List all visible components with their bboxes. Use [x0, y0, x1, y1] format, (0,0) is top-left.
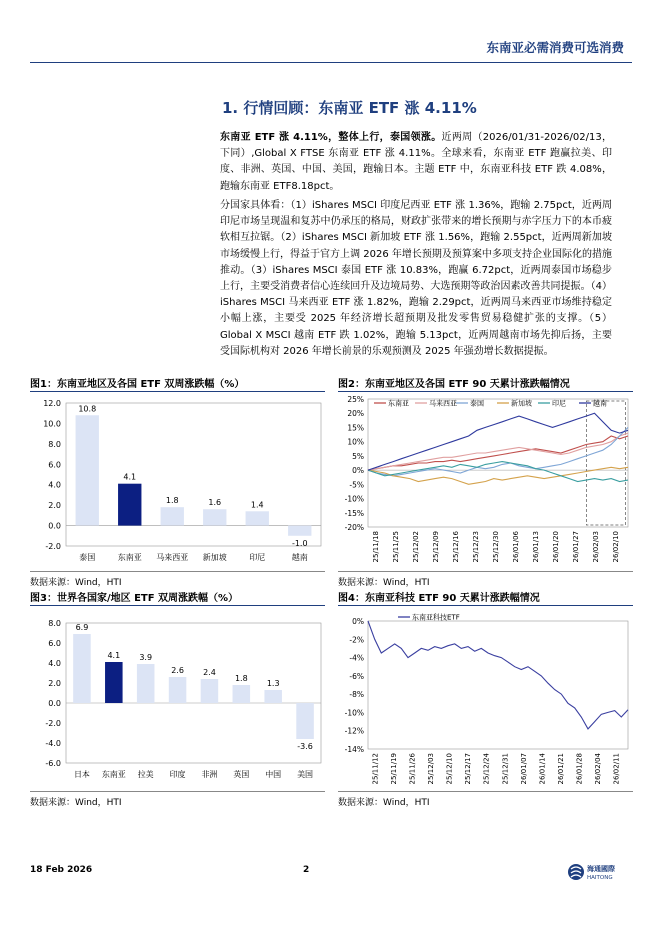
fig2-chart — [338, 395, 633, 570]
plot-frame — [66, 403, 321, 546]
bar — [118, 484, 141, 526]
fig3-title: 图3：世界各国家/地区 ETF 双周涨跌幅（%） — [30, 593, 239, 604]
x-tick-label: 25/11/26 — [408, 753, 417, 785]
header-title: 东南亚必需消费可选消费 — [486, 40, 624, 55]
x-tick-label: 26/01/13 — [532, 531, 540, 563]
fig1-title: 图1：东南亚地区及各国 ETF 双周涨跌幅（%） — [30, 379, 245, 390]
fig3-title-rule — [30, 605, 325, 606]
legend-label: 新加坡 — [511, 399, 532, 408]
plot-frame — [66, 623, 321, 763]
x-tick-label: 26/02/03 — [592, 531, 600, 563]
y-tick-label: 15% — [347, 423, 364, 433]
legend-label: 东南亚 — [388, 399, 409, 408]
x-tick-label: 25/12/16 — [452, 531, 460, 563]
bar-data-label: 2.6 — [171, 666, 184, 675]
x-tick-label: 25/12/31 — [501, 753, 510, 785]
bar — [246, 511, 269, 525]
x-tick-label: 26/02/10 — [612, 531, 620, 563]
y-tick-label: 2.0 — [48, 501, 61, 511]
fig2-title: 图2：东南亚地区及各国 ETF 90 天累计涨跌幅情况 — [338, 379, 570, 390]
x-tick-label: 25/11/19 — [389, 753, 398, 785]
y-tick-label: -6.0 — [45, 759, 61, 768]
bar — [233, 685, 251, 703]
x-tick-label: 25/11/12 — [371, 753, 380, 785]
y-tick-label: -20% — [344, 523, 364, 532]
y-tick-label: -10% — [344, 708, 364, 718]
y-tick-label: 4.0 — [48, 480, 61, 490]
bar — [296, 703, 314, 739]
y-tick-label: -4.0 — [45, 739, 61, 748]
fig4-title: 图4：东南亚科技 ETF 90 天累计涨跌幅情况 — [338, 593, 540, 604]
y-tick-label: 12.0 — [43, 399, 61, 408]
fig4-source: 数据来源：Wind，HTI — [338, 798, 430, 808]
x-tick-label: 25/12/17 — [464, 753, 473, 785]
series-line — [368, 436, 628, 470]
bar-data-label: 1.4 — [250, 500, 264, 510]
haitong-logo — [567, 861, 627, 883]
y-tick-label: -15% — [344, 508, 364, 518]
x-tick-label: 拉美 — [137, 770, 154, 779]
fig3-source: 数据来源：Wind，HTI — [30, 798, 122, 808]
x-tick-label: 26/01/06 — [512, 531, 520, 563]
fig1-chart — [30, 395, 325, 570]
y-tick-label: 0% — [352, 466, 364, 476]
fig2-title-rule — [338, 391, 633, 392]
x-tick-label: 26/01/28 — [575, 753, 584, 785]
bar-data-label: 4.1 — [107, 651, 121, 660]
fig1-title-rule — [30, 391, 325, 392]
y-tick-label: 6.0 — [48, 639, 61, 648]
x-tick-label: 25/12/02 — [412, 531, 420, 563]
bar — [137, 664, 155, 703]
series-line — [368, 427, 628, 475]
y-tick-label: 10% — [347, 437, 364, 447]
bar-data-label: 2.4 — [203, 668, 216, 677]
fig4-chart — [338, 609, 633, 789]
y-tick-label: 10.0 — [43, 419, 61, 429]
bar-data-label: 3.9 — [139, 653, 153, 662]
y-tick-label: 8.0 — [48, 619, 61, 628]
x-tick-label: 东南亚 — [101, 770, 126, 779]
section-title: 1. 行情回顾：东南亚 ETF 涨 4.11% — [222, 99, 477, 117]
fig2-source: 数据来源：Wind，HTI — [338, 578, 430, 588]
x-tick-label: 26/01/21 — [557, 753, 565, 785]
x-tick-label: 26/02/04 — [594, 753, 603, 785]
bar — [288, 526, 311, 536]
x-tick-label: 美国 — [297, 770, 314, 779]
y-tick-label: -12% — [344, 726, 364, 736]
y-tick-label: 4.0 — [48, 659, 61, 668]
y-tick-label: -6% — [349, 671, 364, 681]
y-tick-label: 0.0 — [48, 699, 61, 708]
y-tick-label: -14% — [344, 745, 364, 754]
paragraph-summary-text: 近两周（2026/01/31-2026/02/13，下同）,Global X FTSE 东南亚 ETF 涨 4.11%。全球来看，东南亚 ETF 跑赢拉美、印度、非洲、英国、中国、美国，跑输日本。主题 ETF 中，东南亚科技 ETF 跌 4.08%，跑输东南亚 ETF8.18pct。 — [220, 132, 612, 192]
fig1-source-rule — [30, 571, 325, 572]
fig3-source-rule — [30, 791, 325, 792]
series-line — [368, 413, 628, 470]
x-tick-label: 26/01/27 — [572, 531, 580, 563]
legend-label: 越南 — [593, 399, 607, 408]
x-tick-label: 26/01/07 — [519, 753, 528, 785]
x-tick-label: 马来西亚 — [156, 553, 189, 562]
series-line — [368, 467, 628, 484]
legend-label: 印尼 — [552, 399, 566, 408]
paragraph-country-detail: 分国家具体看：（1）iShares MSCI 印度尼西亚 ETF 涨 1.36%，跑输 2.75pct，近两周印尼市场呈现温和复苏中仍承压的格局，财政扩张带来的增长预期与赤字压力下的本币疲软相互拉锯。（2）iShares MSCI 新加坡 ETF 涨 1.56%，跑输 2.55pct，近两周新加坡市场缓慢上行，得益于官方上调 2026 年增长预期及预算案中多项支持企业国际化的措施推动。（3）iShares MSCI 泰国 ETF 涨 10.83%，跑赢 6.72pct，近两周泰国市场稳步上行，主要受消费者信心连续回升及边境局势、大选预期等政治因素改善共同提振。（4）iShares MSCI 马来西亚 ETF 涨 1.82%，跑输 2.29pct，近两周马来西亚市场维持稳定小幅上涨，主要受 2025 年经济增长超预期及批发零售贸易稳健扩张的支撑。（5）Global X MSCI 越南 ETF 跌 1.02%，跑输 5.13pct，近两周越南市场先抑后扬，主要受国际机构对 2026 年增长前景的乐观预测及 2025 年强劲增长数据提振。 — [220, 200, 612, 357]
y-tick-label: -2.0 — [45, 719, 61, 728]
highlight-box — [586, 401, 625, 525]
fig3-chart — [30, 609, 325, 789]
x-tick-label: 日本 — [73, 770, 90, 779]
x-tick-label: 25/11/25 — [392, 531, 400, 563]
x-tick-label: 越南 — [291, 553, 308, 562]
bar — [161, 507, 184, 525]
footer-date: 18 Feb 2026 — [30, 865, 93, 875]
bar — [264, 690, 282, 703]
series-line — [368, 621, 628, 729]
logo-text: 海通國際 — [587, 865, 615, 873]
x-tick-label: 25/12/10 — [445, 753, 454, 785]
y-tick-label: -5% — [349, 480, 364, 490]
x-tick-label: 26/02/11 — [612, 753, 621, 785]
y-tick-label: -10% — [344, 494, 364, 504]
y-tick-label: 25% — [347, 395, 364, 404]
x-tick-label: 25/12/24 — [482, 753, 491, 785]
bar — [105, 662, 123, 703]
bar-data-label: -1.0 — [291, 538, 308, 548]
x-tick-label: 25/12/03 — [427, 753, 435, 785]
x-tick-label: 25/11/18 — [372, 531, 380, 563]
x-tick-label: 26/01/14 — [538, 753, 547, 785]
x-tick-label: 26/01/20 — [552, 531, 560, 563]
bar-data-label: 1.6 — [208, 498, 222, 508]
bar-data-label: 6.9 — [75, 623, 89, 632]
bar-data-label: 1.8 — [165, 496, 179, 506]
bar — [76, 415, 99, 525]
bar — [73, 634, 91, 703]
y-tick-label: -2% — [349, 635, 364, 645]
y-tick-label: 0% — [352, 617, 364, 626]
paragraph-summary — [220, 130, 612, 195]
x-tick-label: 泰国 — [79, 553, 96, 562]
bar-data-label: 1.8 — [234, 674, 248, 683]
fig4-source-rule — [338, 791, 633, 792]
y-tick-label: 5% — [352, 451, 364, 461]
bar-data-label: 4.1 — [123, 472, 137, 482]
fig2-source-rule — [338, 571, 633, 572]
bar — [201, 679, 219, 703]
x-tick-label: 印尼 — [249, 553, 266, 562]
bar-data-label: 1.3 — [266, 679, 280, 688]
bar-data-label: -3.6 — [297, 742, 313, 751]
x-tick-label: 中国 — [265, 770, 282, 779]
y-tick-label: -2.0 — [45, 542, 61, 551]
y-tick-label: 20% — [347, 409, 364, 419]
fig1-source: 数据来源：Wind，HTI — [30, 578, 122, 588]
x-tick-label: 东南亚 — [117, 553, 142, 562]
plot-frame — [368, 621, 628, 749]
y-tick-label: 2.0 — [48, 679, 61, 688]
header-rule — [30, 62, 632, 63]
x-tick-label: 非洲 — [201, 770, 218, 779]
x-tick-label: 25/12/09 — [432, 531, 440, 563]
bar — [203, 509, 226, 525]
x-tick-label: 25/12/30 — [492, 531, 500, 563]
bar — [169, 677, 187, 703]
fig4-title-rule — [338, 605, 633, 606]
y-tick-label: -8% — [349, 690, 364, 700]
page-number: 2 — [303, 865, 310, 875]
y-tick-label: 8.0 — [48, 439, 61, 449]
bar-data-label: 10.8 — [78, 404, 97, 414]
paragraph-lead: 东南亚 ETF 涨 4.11%，整体上行，泰国领涨。 — [220, 132, 442, 143]
y-tick-label: -4% — [349, 653, 364, 663]
legend-label: 马来西亚 — [429, 399, 457, 408]
legend-label: 泰国 — [470, 399, 484, 408]
x-tick-label: 英国 — [233, 770, 250, 779]
x-tick-label: 25/12/23 — [472, 531, 480, 563]
legend-label: 东南亚科技ETF — [412, 613, 460, 622]
y-tick-label: 6.0 — [48, 460, 61, 470]
x-tick-label: 新加坡 — [202, 553, 227, 562]
x-tick-label: 印度 — [169, 770, 186, 779]
y-tick-label: 0.0 — [48, 521, 61, 531]
logo-sub: HAITONG — [587, 875, 613, 881]
